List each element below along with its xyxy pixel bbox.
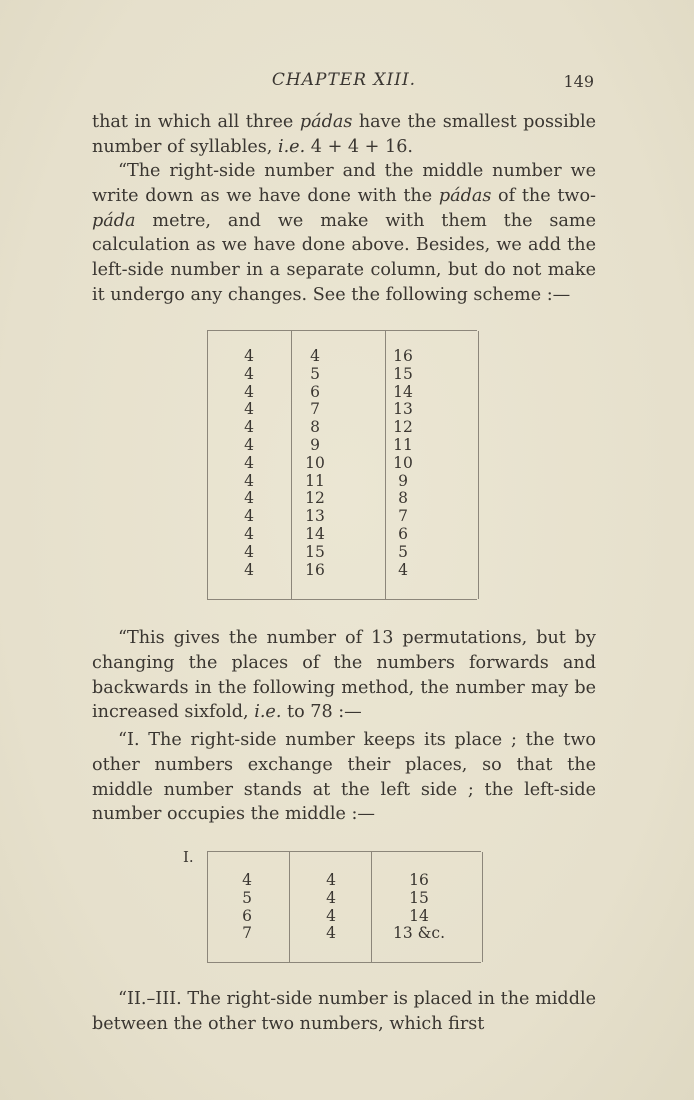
table-cell-middle: 11 [305,471,325,490]
table-cell-left: 4 [244,382,254,401]
table-label: I. [183,848,194,866]
table-cell-middle: 5 [310,364,320,383]
paragraph-1-text-a: that in which all three [92,112,300,132]
term-pada: páda [92,210,136,231]
paragraph-3 [92,626,596,725]
chapter-title: CHAPTER XIII. [271,70,417,90]
paragraph-2-text-a: “The right-side number and the middle number we write down as we have done with the [92,161,596,206]
table-cell-right: 14 [409,906,429,925]
paragraph-1 [92,110,596,160]
table-cell-left: 4 [244,436,254,454]
table-cell-left: 4 [244,471,254,490]
table-cell-middle: 9 [310,436,320,454]
table-cell-left: 6 [242,906,252,925]
abbrev-ie: i.e. [277,136,306,157]
table-cell-left: 4 [244,400,254,419]
table-cell-middle: 14 [305,525,325,543]
table-cell-right: 16 [393,347,413,365]
table-cell-middle: 10 [305,453,325,472]
paragraph-4: “I. The right-side number keeps its place ; the two other numbers exchange their places, so that the middle number stands at the left side ; the left-side number occupies the middle :— [92,730,596,825]
table-cell-right: 6 [398,525,408,543]
table-cell-middle: 4 [326,888,336,907]
table-cell-right: 7 [398,507,408,526]
table-cell-right: 4 [398,560,408,579]
table-cell-left: 4 [244,418,254,437]
table-cell-left: 4 [244,489,254,508]
table-cell-right: 15 [409,888,429,907]
table-cell-middle: 4 [326,924,336,943]
exchange-table [207,851,481,963]
term-padas: pádas [299,112,353,132]
table-cell-left: 4 [244,453,254,472]
table-cell-left: 4 [244,347,254,365]
table-cell-left: 4 [244,560,254,579]
table-cell-right: 9 [398,471,408,490]
table-cell-right: 12 [393,418,413,437]
table-cell-left: 4 [244,542,254,561]
table-cell-left: 4 [244,507,254,526]
table-cell-right: 8 [398,489,408,508]
table-cell-right: 14 [393,382,413,401]
page-number: 149 [563,72,594,91]
abbrev-ie: i.e. [254,702,282,723]
permutation-table [207,330,477,600]
table-cell-middle: 4 [326,871,336,889]
paragraph-5: “II.–III. The right-side number is placed in the middle between the other two numbers, which first [92,989,596,1034]
table-cell-right: 16 [409,871,429,889]
table-cell-left: 5 [242,888,252,907]
paragraph-3-text-b: to 78 :— [281,702,362,723]
table-cell-middle: 7 [310,400,320,419]
table-cell-left: 4 [242,871,252,889]
table-cell-right: 13 [393,400,413,419]
paragraph-2-text-b: of the two- [491,185,596,206]
term-padas: pádas [438,185,492,206]
table-cell-middle: 12 [305,489,325,508]
paragraph-1-text-c: 4 + 4 + 16. [305,136,414,157]
table-cell-right: 15 [393,364,413,383]
paragraph-3-text-a: “This gives the number of 13 permutations, but by changing the places of the numbers forwards and backwards in the following method, the number may be increased sixfold, [92,628,596,723]
table-cell-right: 13 &c. [392,924,446,943]
table-cell-right: 10 [393,453,413,472]
paragraph-2-text-c: metre, and we make with them the same calculation as we have done above. Besides, we add the left-side number in a separate column, but do not make it undergo any changes. See the following scheme :— [92,210,596,305]
table-cell-middle: 16 [305,560,325,579]
table-cell-left: 7 [242,924,252,943]
table-cell-middle: 6 [310,382,320,401]
table-cell-middle: 15 [305,542,325,561]
table-cell-middle: 13 [305,507,325,526]
table-cell-middle: 8 [310,418,320,437]
running-head [92,70,596,100]
paragraph-1-text-b: have the smallest possible number of syllables, [92,112,596,157]
table-cell-left: 4 [244,364,254,383]
table-cell-right: 5 [398,542,408,561]
table-cell-middle: 4 [310,347,320,365]
table-cell-right: 11 [393,436,413,454]
table-cell-left: 4 [244,525,254,543]
table-cell-middle: 4 [326,906,336,925]
paragraph-2 [92,159,596,308]
